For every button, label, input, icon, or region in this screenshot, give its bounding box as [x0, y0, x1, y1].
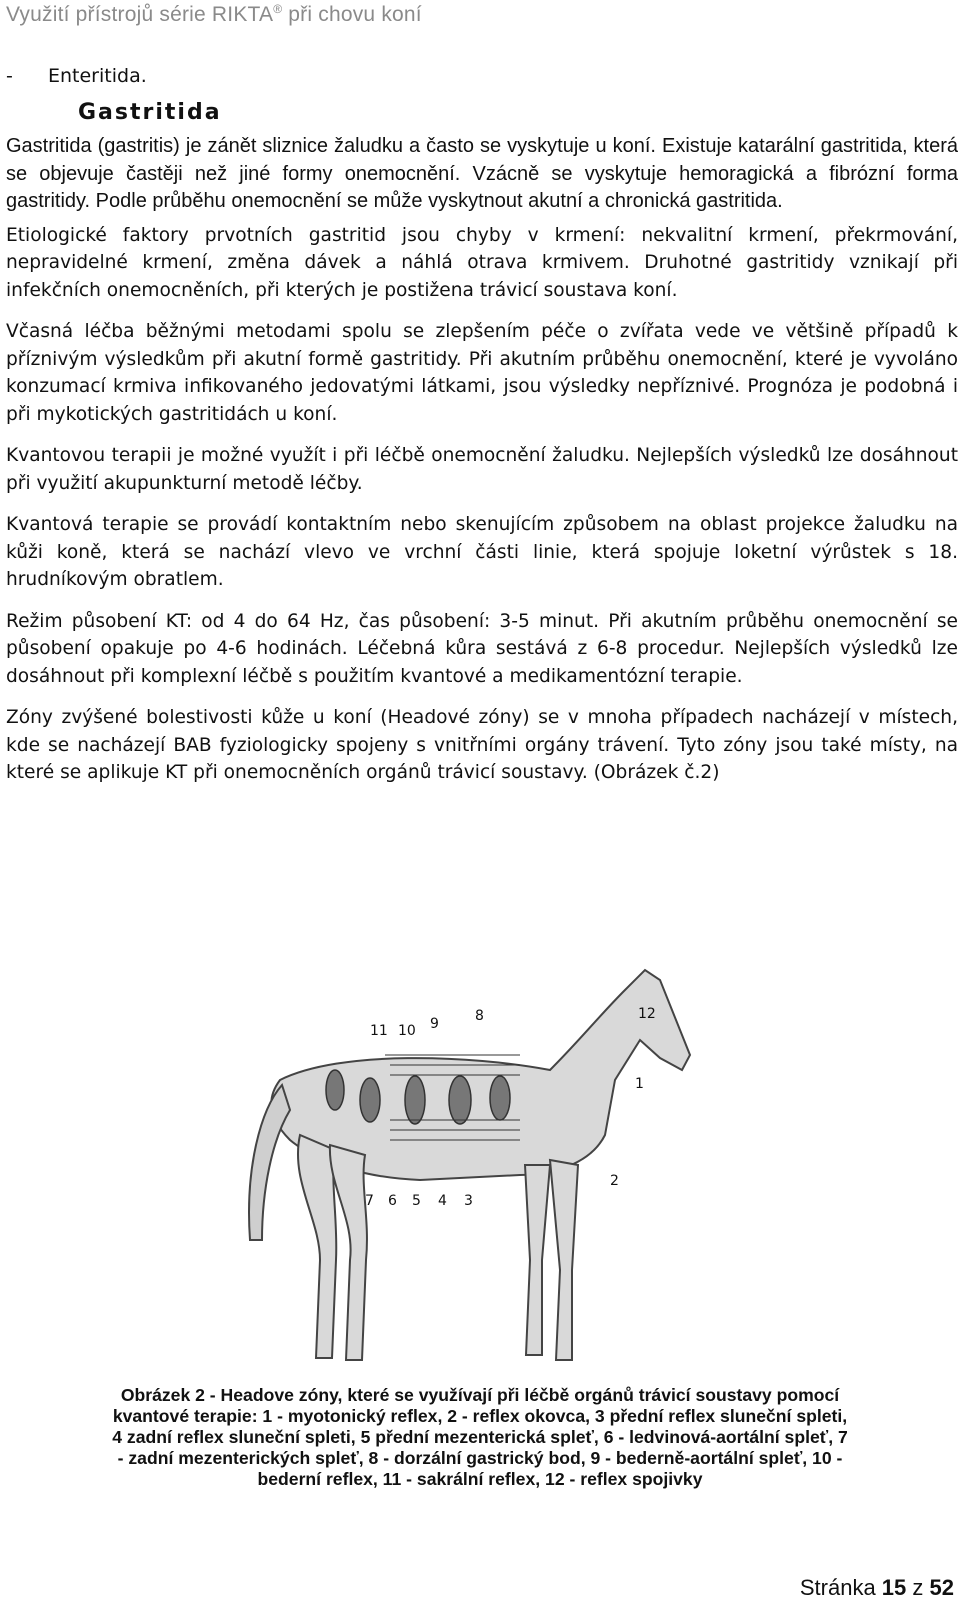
paragraph-7: Zóny zvýšené bolestivosti kůže u koní (Headové zóny) se v mnoha případech nacházejí v místech, kde se nacházejí BAB fyziologicky spojeny s vnitřními orgány trávení. Tyto zóny jsou také místy, na které se aplikuje KT při onemocněních orgánů trávicí soustavy. (Obrázek č.2) [6, 707, 958, 783]
figure-label-3: 3 [464, 1193, 473, 1209]
figure-label-8: 8 [475, 1008, 484, 1024]
paragraph-3: Včasná léčba běžnými metodami spolu se zlepšením péče o zvířata vede ve většině případů k příznivým výsledkům při akutní formě gastritidy. Při akutním průběhu onemocnění, které je vyvoláno konzumací krmiva infikovaného jedovatými látkami, jsou výsledky nepříznivé. Prognóza je podobná i při mykotických gastritidách u koní. [6, 321, 958, 425]
figure-label-7: 7 [365, 1193, 374, 1209]
header-title-part2: při chovu koní [282, 3, 422, 26]
figure-caption [0, 1385, 960, 1490]
footer-prefix: Stránka [799, 1575, 882, 1600]
figure-label-4: 4 [438, 1193, 447, 1209]
caption-line-4: - zadní mezenterických spleť, 8 - dorzální gastrický bod, 9 - bederně-aortální spleť, 10 - [117, 1448, 843, 1468]
paragraph-4: Kvantovou terapii je možné využít i při léčbě onemocnění žaludku. Nejlepších výsledků lze dosáhnout při využití akupunkturní metodě léčby. [6, 445, 958, 494]
paragraph-2: Etiologické faktory prvotních gastritid jsou chyby v krmení: nekvalitní krmení, překrmování, nepravidelné krmení, změna dávek a náhlá otrava krmivem. Druhotné gastritidy vznikají při infekčních onemocněních, při kterých je postižena trávicí soustava koní. [6, 224, 958, 301]
page-header [6, 2, 422, 27]
section-heading: Gastritida [78, 100, 222, 125]
figure-label-1: 1 [635, 1076, 644, 1092]
document-body [6, 62, 958, 801]
footer-page-number: 15 [881, 1575, 907, 1600]
list-item-text: Enteritida. [48, 65, 147, 87]
figure-label-5: 5 [412, 1193, 421, 1209]
caption-line-2: kvantové terapie: 1 - myotonický reflex, 2 - reflex okovca, 3 přední reflex sluneční spleti, [112, 1406, 848, 1426]
paragraph-6: Režim působení KT: od 4 do 64 Hz, čas působení: 3-5 minut. Při akutním průběhu onemocnění se působení opakuje po 4-6 hodinách. Léčebná kůra sestává z 6-8 procedur. Nejlepších výsledků lze dosáhnout při komplexní léčbě s použitím kvantové a medikamentózní terapie. [6, 610, 958, 687]
paragraph-1: Gastritida (gastritis) je zánět sliznice žaludku a často se vyskytuje u koní. Existuje katarální gastritida, která se objevuje častěji než jiné formy onemocnění. Vzácně se vyskytuje hemoragická a fibrózní forma gastritidy. Podle průběhu onemocnění se může vyskytnout akutní a chronická gastritida. [6, 135, 958, 212]
horse-figure [220, 960, 740, 1390]
figure-label-10: 10 [398, 1023, 416, 1039]
figure-label-12: 12 [638, 1006, 656, 1022]
header-title-part1: Využití přístrojů série RIKTA [6, 3, 274, 26]
caption-line-5: bederní reflex, 11 - sakrální reflex, 12 - reflex spojivky [257, 1469, 703, 1489]
footer-mid: z [906, 1575, 930, 1600]
caption-line-3: 4 zadní reflex sluneční spleti, 5 přední mezenterická spleť, 6 - ledvinová-aortální spleť, 7 [112, 1427, 848, 1447]
list-dash: - [6, 65, 13, 87]
horse-illustration [220, 960, 740, 1390]
paragraph-5: Kvantová terapie se provádí kontaktním nebo skenujícím způsobem na oblast projekce žaludku na kůži koně, která se nachází vlevo ve vrchní části linie, která spojuje loketní výrůstek s 18. hrudníkovým obratlem. [6, 514, 958, 590]
figure-label-9: 9 [430, 1016, 439, 1032]
figure-label-2: 2 [610, 1173, 619, 1189]
registered-mark: ® [273, 2, 283, 16]
figure-label-6: 6 [388, 1193, 397, 1209]
caption-line-1: Obrázek 2 - Headove zóny, které se využívají při léčbě orgánů trávicí soustavy pomocí [120, 1385, 840, 1405]
footer-total-pages: 52 [929, 1575, 954, 1600]
figure-label-11: 11 [370, 1023, 388, 1039]
list-item [6, 62, 958, 90]
page-footer [800, 1575, 954, 1601]
